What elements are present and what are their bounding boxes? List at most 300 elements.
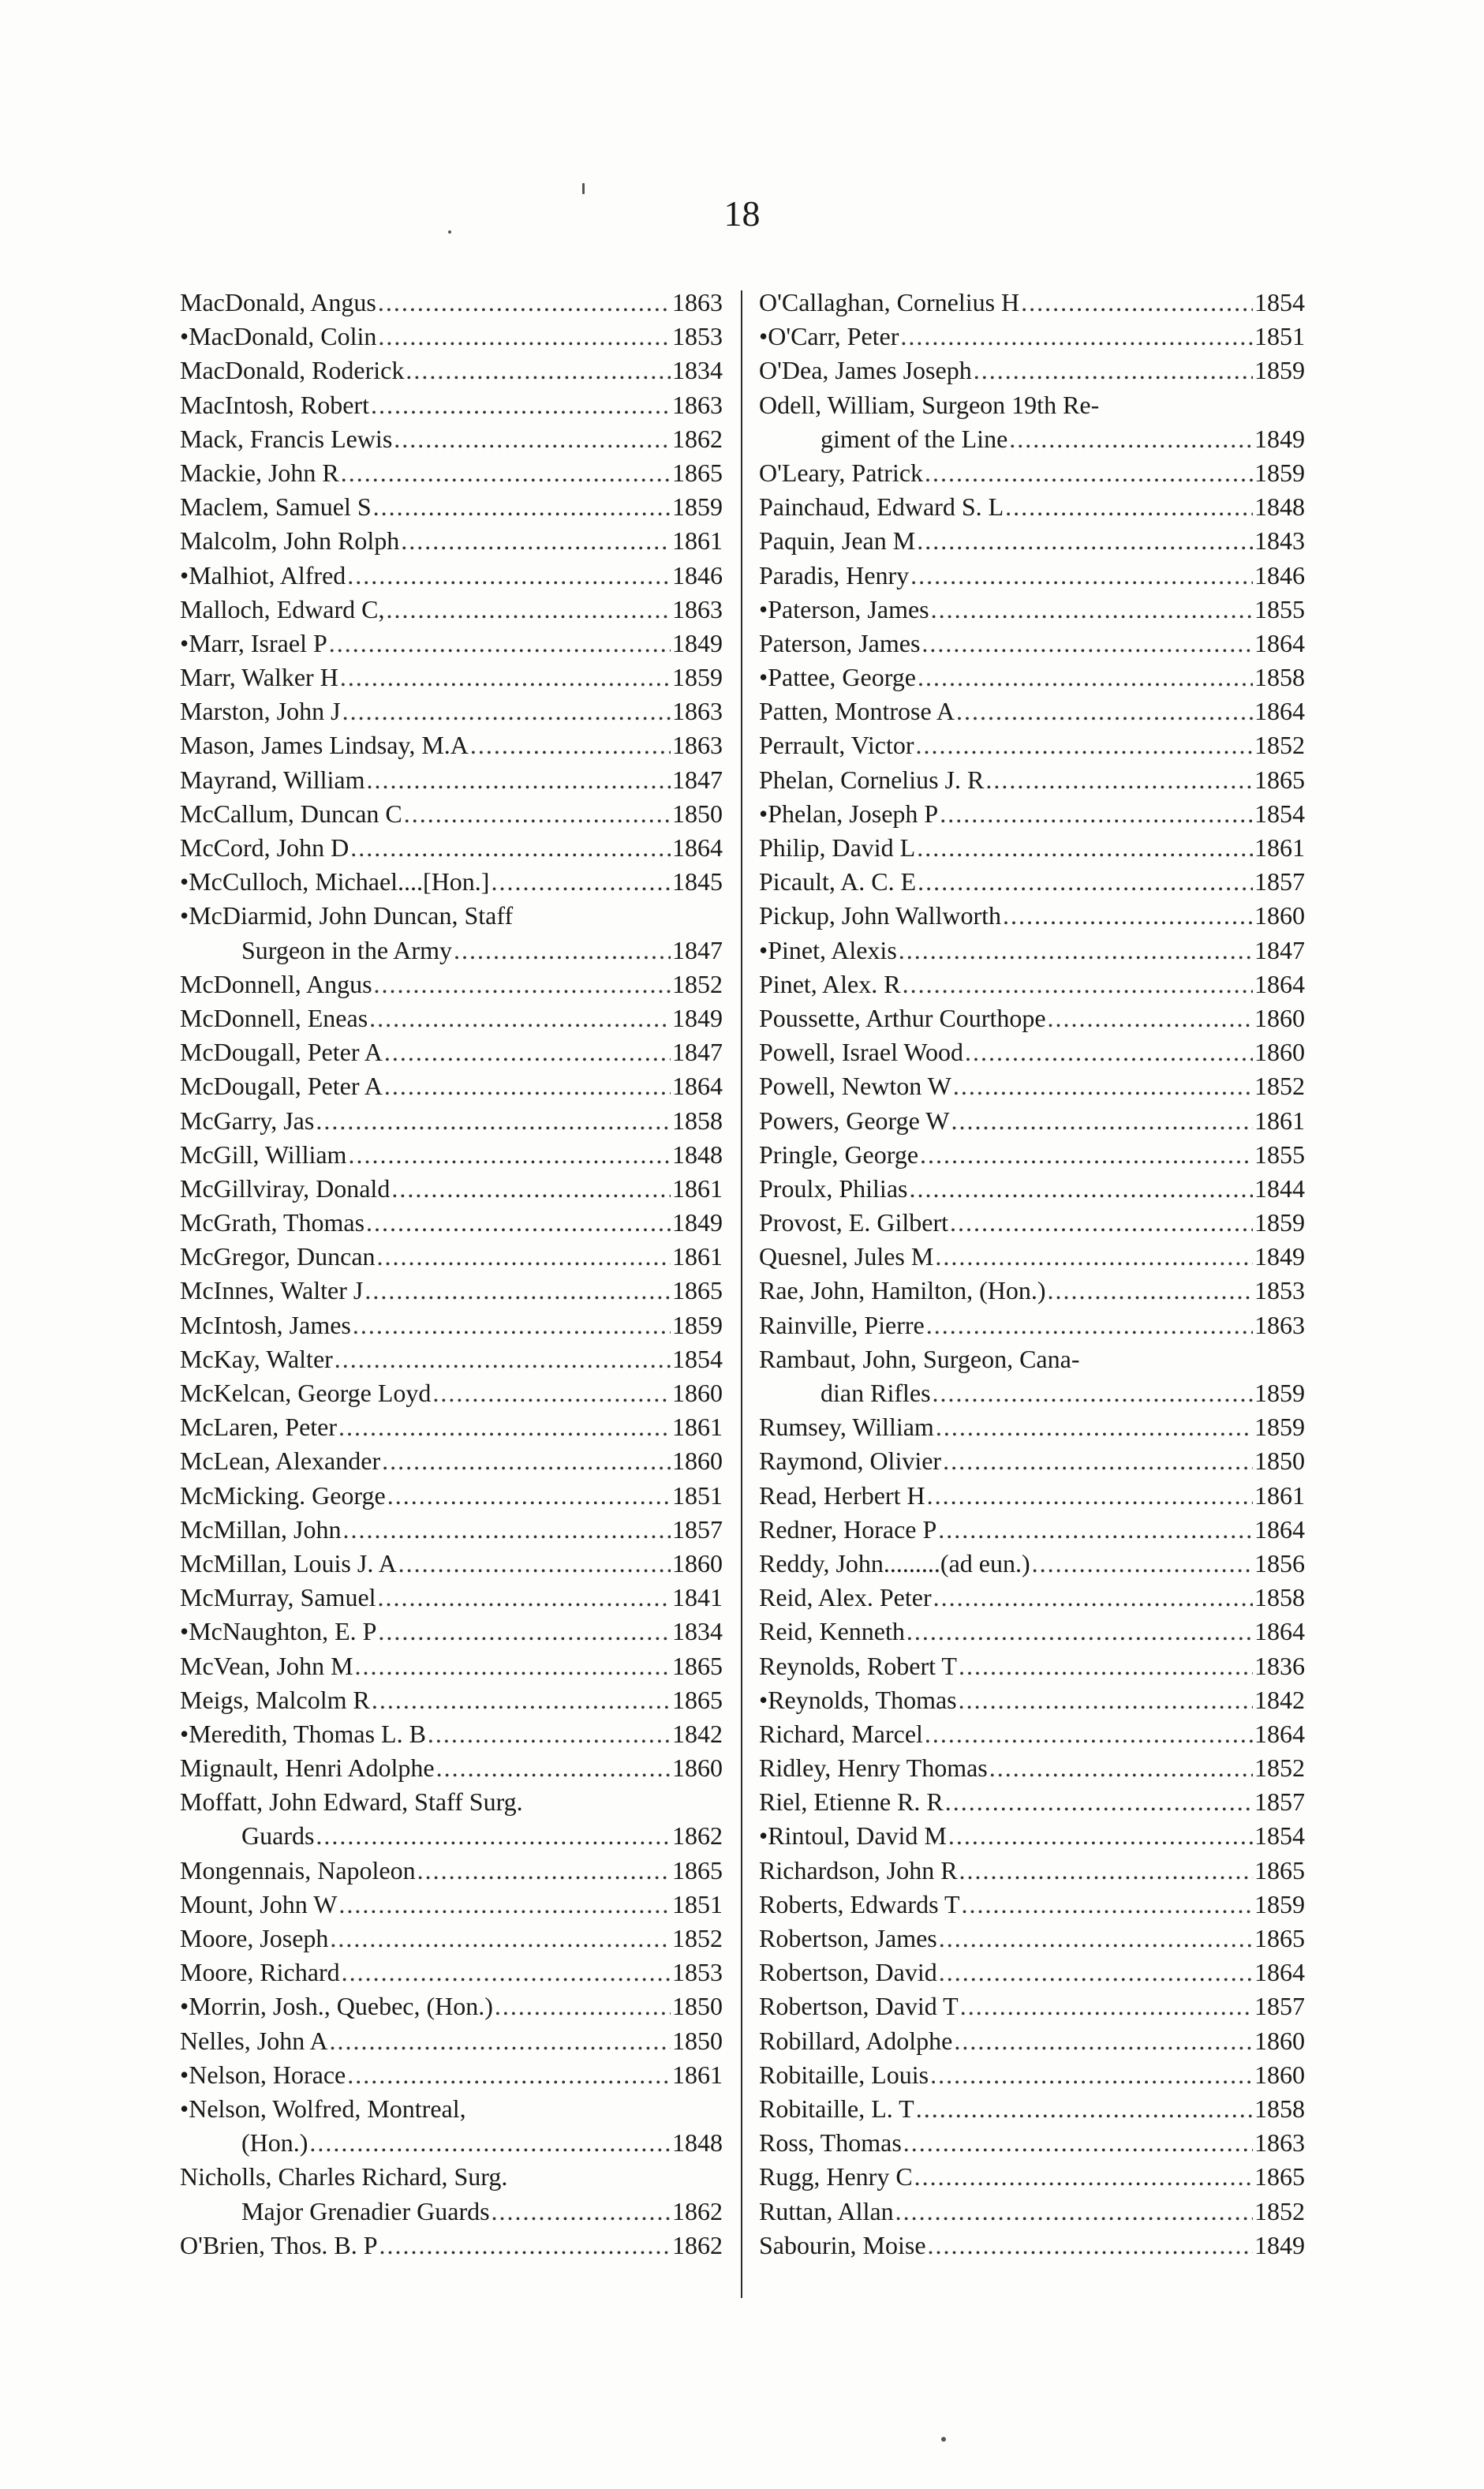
entry-name: Nelles, John A	[180, 2026, 328, 2055]
entry-year: 1863	[1254, 2128, 1305, 2158]
directory-entry	[759, 2024, 1305, 2058]
dot-leader	[387, 1479, 671, 1513]
entry-year: 1853	[672, 322, 723, 351]
dot-leader	[925, 456, 1253, 490]
entry-name: Powell, Israel Wood	[759, 1038, 964, 1067]
dot-leader	[384, 1035, 671, 1069]
directory-entry	[759, 1888, 1305, 1922]
dot-leader	[378, 1581, 671, 1615]
dot-leader	[428, 1717, 671, 1751]
entry-year: 1860	[1254, 1038, 1305, 1067]
entry-year: 1859	[672, 663, 723, 692]
entry-name: Pinet, Alex. R	[759, 969, 901, 998]
dot-leader	[309, 2126, 671, 2160]
directory-entry	[180, 456, 723, 490]
dot-leader	[938, 1513, 1253, 1547]
entry-name: McCord, John D	[180, 833, 350, 862]
directory-entry	[180, 728, 723, 762]
dot-leader	[916, 2092, 1253, 2126]
dot-leader	[935, 1240, 1253, 1274]
dot-leader	[1021, 286, 1253, 320]
dot-leader	[492, 2195, 671, 2229]
entry-name: •Phelan, Joseph P	[759, 799, 939, 828]
dot-leader	[353, 1308, 671, 1342]
dot-leader	[906, 1615, 1253, 1649]
ink-speck	[941, 2437, 946, 2442]
directory-entry	[759, 1819, 1305, 1853]
directory-entry	[759, 899, 1305, 933]
directory-entry	[180, 1342, 723, 1376]
entry-name: Raymond, Olivier	[759, 1447, 942, 1476]
entry-name: Pickup, John Wallworth	[759, 901, 1002, 930]
entry-year: 1865	[672, 1276, 723, 1305]
entry-year: 1865	[672, 1685, 723, 1714]
entry-year: 1854	[672, 1344, 723, 1373]
dot-leader	[347, 559, 671, 593]
entry-name: Mignault, Henri Adolphe	[180, 1754, 435, 1783]
directory-entry	[180, 2092, 723, 2126]
directory-entry	[180, 559, 723, 593]
dot-leader	[936, 1410, 1253, 1444]
entry-year: 1859	[1254, 1889, 1305, 1918]
dot-leader	[369, 1001, 671, 1035]
directory-entry	[180, 1240, 723, 1274]
dot-leader	[951, 1104, 1253, 1138]
dot-leader	[974, 354, 1253, 387]
entry-name: McInnes, Walter J	[180, 1276, 364, 1305]
entry-name: •McDiarmid, John Duncan, Staff	[180, 901, 514, 930]
directory-entry	[180, 661, 723, 694]
entry-year: 1859	[672, 1310, 723, 1339]
entry-name: Robertson, James	[759, 1924, 937, 1952]
directory-entry	[180, 1513, 723, 1547]
directory-entry	[759, 1649, 1305, 1683]
entry-year: 1852	[1254, 2196, 1305, 2225]
dot-leader	[1032, 1547, 1253, 1581]
entry-year: 1860	[1254, 1003, 1305, 1032]
entry-year: 1854	[1254, 799, 1305, 828]
entry-name: Nicholls, Charles Richard, Surg.	[180, 2162, 508, 2191]
entry-year: 1862	[672, 1821, 723, 1851]
directory-entry	[759, 1240, 1305, 1274]
entry-name: Read, Herbert H	[759, 1480, 925, 1510]
directory-entry	[180, 2160, 723, 2194]
entry-name: Major Grenadier Guards	[241, 2196, 490, 2225]
entry-name: Robertson, David T	[759, 1992, 959, 2021]
entry-name: Mount, John W	[180, 1889, 338, 1918]
dot-leader	[959, 1649, 1253, 1683]
directory-entry	[759, 2229, 1305, 2263]
entry-year: 1852	[1254, 1072, 1305, 1101]
dot-leader	[965, 1035, 1253, 1069]
directory-entry	[759, 2195, 1305, 2229]
directory-entry	[180, 320, 723, 354]
dot-leader	[495, 1989, 671, 2023]
entry-name: Roberts, Edwards T	[759, 1889, 960, 1918]
entry-name: Rambaut, John, Surgeon, Cana-	[759, 1344, 1080, 1373]
directory-entry	[759, 2058, 1305, 2092]
entry-year: 1864	[1254, 1958, 1305, 1987]
entry-year: 1852	[1254, 731, 1305, 760]
dot-leader	[1009, 422, 1253, 456]
entry-name: Paquin, Jean M	[759, 526, 916, 556]
entry-name: Robitaille, Louis	[759, 2060, 929, 2089]
entry-year: 1860	[672, 1447, 723, 1476]
directory-entry	[180, 1308, 723, 1342]
entry-year: 1848	[1254, 492, 1305, 522]
entry-name: Odell, William, Surgeon 19th Re-	[759, 390, 1100, 419]
entry-year: 1857	[1254, 867, 1305, 896]
entry-name: Robillard, Adolphe	[759, 2026, 953, 2055]
directory-entry	[180, 490, 723, 524]
entry-year: 1865	[1254, 1924, 1305, 1952]
directory-entry	[759, 1785, 1305, 1819]
entry-year: 1860	[1254, 2060, 1305, 2089]
entry-year: 1847	[672, 765, 723, 794]
entry-year: 1847	[672, 935, 723, 964]
entry-year: 1853	[672, 1958, 723, 1987]
entry-name: Poussette, Arthur Courthope	[759, 1003, 1046, 1032]
entry-year: 1852	[672, 1924, 723, 1952]
dot-leader	[903, 968, 1253, 1001]
dot-leader	[926, 1308, 1253, 1342]
directory-entry	[759, 286, 1305, 320]
directory-entry	[180, 1410, 723, 1444]
directory-entry	[759, 593, 1305, 627]
entry-name: McMillan, Louis J. A	[180, 1548, 397, 1578]
directory-entry	[759, 1035, 1305, 1069]
entry-year: 1860	[1254, 901, 1305, 930]
entry-year: 1852	[1254, 1754, 1305, 1783]
directory-entry	[759, 1989, 1305, 2023]
entry-year: 1863	[672, 731, 723, 760]
entry-year: 1851	[672, 1889, 723, 1918]
dot-leader	[928, 2229, 1253, 2263]
directory-entry	[180, 968, 723, 1001]
dot-leader	[989, 1751, 1253, 1785]
entry-name: O'Leary, Patrick	[759, 458, 924, 487]
entry-year: 1864	[1254, 969, 1305, 998]
entry-name: Riel, Etienne R. R	[759, 1787, 944, 1817]
dot-leader	[900, 320, 1253, 354]
entry-name: Malcolm, John Rolph	[180, 526, 400, 556]
directory-entry	[180, 763, 723, 797]
dot-leader	[909, 1172, 1253, 1206]
entry-year: 1848	[672, 2128, 723, 2158]
entry-name: Ridley, Henry Thomas	[759, 1754, 988, 1783]
directory-entry	[759, 559, 1305, 593]
directory-entry	[180, 831, 723, 865]
dot-leader	[342, 1956, 671, 1989]
directory-entry	[180, 899, 723, 933]
entry-name: McKelcan, George Loyd	[180, 1379, 432, 1407]
entry-year: 1863	[672, 697, 723, 726]
entry-name: Reid, Alex. Peter	[759, 1583, 932, 1612]
entry-year: 1864	[1254, 1514, 1305, 1544]
directory-entry	[180, 1854, 723, 1888]
dot-leader	[930, 2058, 1253, 2092]
dot-leader	[1048, 1001, 1253, 1035]
entry-year: 1850	[672, 799, 723, 828]
entry-year: 1858	[1254, 2094, 1305, 2123]
entry-year: 1861	[1254, 1480, 1305, 1510]
dot-leader	[931, 593, 1253, 627]
entry-name: McDougall, Peter A	[180, 1072, 383, 1101]
entry-name: •Pinet, Alexis	[759, 935, 897, 964]
dot-leader	[1048, 1274, 1254, 1308]
dot-leader	[953, 1069, 1253, 1103]
entry-year: 1863	[1254, 1310, 1305, 1339]
entry-year: 1859	[1254, 1413, 1305, 1442]
directory-entry	[180, 1581, 723, 1615]
entry-name: Meigs, Malcolm R	[180, 1685, 370, 1714]
directory-entry	[759, 1479, 1305, 1513]
dot-leader	[959, 1854, 1253, 1888]
entry-name: McKay, Walter	[180, 1344, 333, 1373]
entry-name: Mackie, John R	[180, 458, 339, 487]
entry-year: 1864	[672, 1072, 723, 1101]
directory-entry	[180, 1104, 723, 1138]
entry-year: 1863	[672, 594, 723, 623]
entry-year: 1849	[1254, 424, 1305, 453]
entry-name: Richardson, John R	[759, 1855, 958, 1885]
entry-name: Paterson, James	[759, 628, 921, 657]
directory-entry	[759, 1751, 1305, 1785]
directory-entry	[759, 1308, 1305, 1342]
entry-year: 1864	[1254, 697, 1305, 726]
directory-entry	[180, 694, 723, 728]
entry-name: •Morrin, Josh., Quebec, (Hon.)	[180, 1992, 493, 2021]
dot-leader	[316, 1104, 671, 1138]
directory-entry	[759, 2126, 1305, 2160]
entry-name: McIntosh, James	[180, 1310, 351, 1339]
entry-year: 1834	[672, 1617, 723, 1646]
dot-leader	[903, 2126, 1253, 2160]
entry-name: Guards	[241, 1821, 315, 1851]
directory-entry	[759, 1172, 1305, 1206]
entry-year: 1861	[672, 1242, 723, 1271]
entry-name: MacDonald, Angus	[180, 288, 376, 316]
entry-name: Richard, Marcel	[759, 1719, 923, 1748]
entry-name: O'Dea, James Joseph	[759, 356, 972, 385]
directory-entry	[759, 354, 1305, 387]
directory-entry	[180, 1069, 723, 1103]
dot-leader	[316, 1819, 671, 1853]
entry-name: Moore, Joseph	[180, 1924, 329, 1952]
directory-entry	[180, 865, 723, 899]
dot-leader	[367, 763, 671, 797]
entry-year: 1841	[672, 1583, 723, 1612]
entry-name: Rae, John, Hamilton, (Hon.)	[759, 1276, 1046, 1305]
entry-year: 1851	[672, 1480, 723, 1510]
directory-entry	[759, 831, 1305, 865]
directory-entry	[180, 524, 723, 558]
entry-name: •Nelson, Wolfred, Montreal,	[180, 2094, 466, 2123]
entry-name: Quesnel, Jules M	[759, 1242, 934, 1271]
entry-year: 1855	[1254, 1140, 1305, 1169]
entry-year: 1862	[672, 424, 723, 453]
dot-leader	[918, 661, 1253, 694]
entry-name: Painchaud, Edward S. L	[759, 492, 1004, 522]
directory-entry	[759, 1854, 1305, 1888]
entry-name: McMurray, Samuel	[180, 1583, 376, 1612]
entry-year: 1865	[672, 1855, 723, 1885]
directory-entry	[180, 2058, 723, 2092]
entry-year: 1865	[1254, 2162, 1305, 2191]
entry-year: 1836	[1254, 1651, 1305, 1680]
directory-entry	[759, 1001, 1305, 1035]
entry-name: Reid, Kenneth	[759, 1617, 905, 1646]
entry-name: •Rintoul, David M	[759, 1821, 947, 1851]
entry-name: Paradis, Henry	[759, 560, 910, 590]
entry-name: O'Brien, Thos. B. P	[180, 2230, 378, 2259]
entry-year: 1861	[672, 1413, 723, 1442]
directory-entry	[180, 1819, 723, 1853]
directory-entry	[759, 1956, 1305, 1989]
entry-year: 1855	[1254, 594, 1305, 623]
dot-leader	[398, 1547, 671, 1581]
entry-year: 1864	[1254, 628, 1305, 657]
dot-leader	[945, 1785, 1253, 1819]
directory-entry	[759, 661, 1305, 694]
dot-leader	[382, 1444, 671, 1478]
entry-year: 1846	[672, 560, 723, 590]
entry-name: Rugg, Henry C	[759, 2162, 913, 2191]
entry-year: 1857	[1254, 1787, 1305, 1817]
directory-entry	[759, 1376, 1305, 1410]
dot-leader	[917, 524, 1253, 558]
directory-entry	[180, 1751, 723, 1785]
dot-leader	[394, 422, 671, 456]
dot-leader	[950, 1206, 1253, 1240]
entry-year: 1860	[672, 1754, 723, 1783]
entry-year: 1861	[672, 1173, 723, 1203]
entry-name: Philip, David L	[759, 833, 916, 862]
directory-entry	[180, 1001, 723, 1035]
entry-year: 1848	[672, 1140, 723, 1169]
entry-year: 1849	[672, 628, 723, 657]
entry-name: •Meredith, Thomas L. B	[180, 1719, 426, 1748]
entry-name: Powell, Newton W	[759, 1072, 951, 1101]
entry-name: McDougall, Peter A	[180, 1038, 383, 1067]
left-column	[180, 286, 723, 2263]
dot-leader	[940, 797, 1253, 831]
entry-year: 1857	[1254, 1992, 1305, 2021]
entry-name: Ross, Thomas	[759, 2128, 902, 2158]
entry-name: McCallum, Duncan C	[180, 799, 402, 828]
entry-name: Rainville, Pierre	[759, 1310, 925, 1339]
dot-leader	[436, 1751, 671, 1785]
entry-year: 1859	[1254, 1379, 1305, 1407]
directory-entry	[180, 627, 723, 661]
entry-year: 1847	[672, 1038, 723, 1067]
entry-year: 1864	[672, 833, 723, 862]
entry-name: McMillan, John	[180, 1514, 342, 1544]
entry-name: giment of the Line	[820, 424, 1008, 453]
entry-name: Patten, Montrose A	[759, 697, 955, 726]
dot-leader	[920, 1138, 1253, 1172]
entry-year: 1864	[1254, 1617, 1305, 1646]
entry-year: 1844	[1254, 1173, 1305, 1203]
entry-year: 1834	[672, 356, 723, 385]
right-column	[759, 286, 1305, 2263]
dot-leader	[373, 490, 671, 524]
dot-leader	[933, 1376, 1253, 1410]
entry-name: Ruttan, Allan	[759, 2196, 894, 2225]
entry-year: 1851	[1254, 322, 1305, 351]
directory-entry	[759, 388, 1305, 422]
ink-speck	[448, 230, 451, 234]
dot-leader	[341, 456, 671, 490]
entry-year: 1856	[1254, 1548, 1305, 1578]
dot-leader	[378, 286, 671, 320]
dot-leader	[921, 627, 1253, 661]
entry-name: O'Callaghan, Cornelius H	[759, 288, 1020, 316]
dot-leader	[371, 388, 671, 422]
entry-year: 1862	[672, 2196, 723, 2225]
dot-leader	[491, 865, 671, 899]
directory-entry	[180, 934, 723, 968]
entry-year: 1859	[672, 492, 723, 522]
dot-leader	[379, 2229, 671, 2263]
entry-year: 1859	[1254, 1208, 1305, 1237]
directory-entry	[759, 1342, 1305, 1376]
directory-entry	[180, 2229, 723, 2263]
dot-leader	[954, 2024, 1253, 2058]
entry-name: Redner, Horace P	[759, 1514, 937, 1544]
dot-leader	[917, 831, 1253, 865]
entry-year: 1850	[1254, 1447, 1305, 1476]
directory-entry	[180, 2126, 723, 2160]
dot-leader	[404, 797, 671, 831]
entry-year: 1863	[672, 288, 723, 316]
dot-leader	[956, 694, 1253, 728]
directory-entry	[180, 388, 723, 422]
directory-entry	[759, 763, 1305, 797]
directory-entry	[180, 1888, 723, 1922]
dot-leader	[927, 1479, 1253, 1513]
dot-leader	[933, 1581, 1253, 1615]
entry-year: 1849	[1254, 1242, 1305, 1271]
entry-year: 1852	[672, 969, 723, 998]
dot-leader	[342, 1513, 671, 1547]
dot-leader	[330, 2024, 671, 2058]
entry-year: 1865	[1254, 765, 1305, 794]
entry-name: Reynolds, Robert T	[759, 1651, 957, 1680]
directory-entry	[180, 1717, 723, 1751]
dot-leader	[948, 1819, 1253, 1853]
directory-entry	[180, 1683, 723, 1717]
directory-entry	[180, 1785, 723, 1819]
entry-year: 1842	[672, 1719, 723, 1748]
directory-entry	[759, 1581, 1305, 1615]
dot-leader	[918, 865, 1253, 899]
entry-year: 1854	[1254, 1821, 1305, 1851]
entry-year: 1861	[672, 2060, 723, 2089]
entry-name: •MacDonald, Colin	[180, 322, 377, 351]
entry-name: Marston, John J	[180, 697, 341, 726]
entry-year: 1861	[1254, 833, 1305, 862]
directory-entry	[180, 1035, 723, 1069]
directory-entry	[759, 320, 1305, 354]
entry-name: •McNaughton, E. P	[180, 1617, 377, 1646]
dot-leader	[1003, 899, 1253, 933]
dot-leader	[943, 1444, 1253, 1478]
entry-name: Marr, Walker H	[180, 663, 338, 692]
directory-entry	[180, 797, 723, 831]
directory-entry	[180, 286, 723, 320]
entry-year: 1859	[1254, 356, 1305, 385]
